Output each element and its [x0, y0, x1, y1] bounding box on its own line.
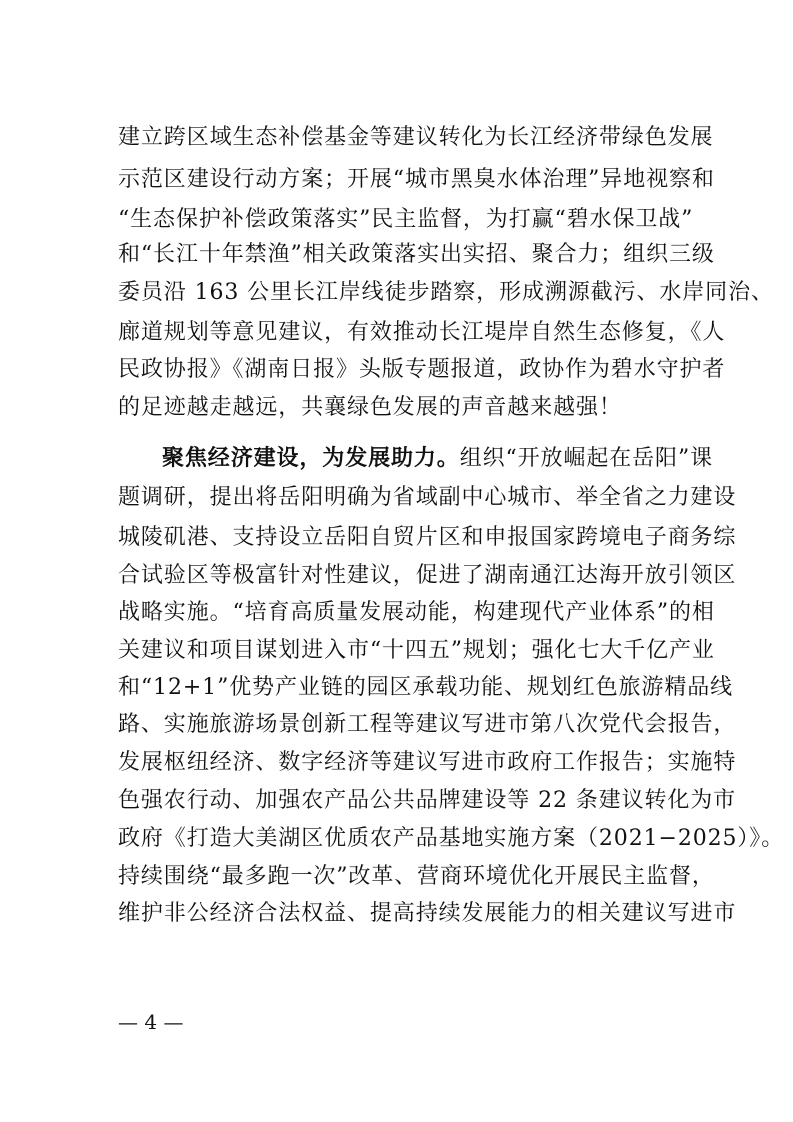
- section-line: 战略实施。“培育高质量发展动能，构建现代产业体系”的相: [118, 600, 715, 625]
- section-line: 持续围绕“最多跑一次”改革、营商环境优化开展民主监督，: [118, 864, 715, 889]
- paragraph-line: 民政协报》《湖南日报》头版专题报道，政协作为碧水守护者: [118, 357, 726, 382]
- paragraph-line: 委员沿 163 公里长江岸线徒步踏察，形成溯源截污、水岸同治、: [118, 280, 774, 305]
- paragraph-line: 建立跨区域生态补偿基金等建议转化为长江经济带绿色发展: [118, 125, 714, 150]
- paragraph-line: 廊道规划等意见建议，有效推动长江堤岸自然生态修复，《人: [118, 320, 726, 345]
- section-line: 政府《打造大美湖区优质农产品基地实施方案（2021−2025）》。: [118, 826, 785, 851]
- section-line: 发展枢纽经济、数字经济等建议写进市政府工作报告；实施特: [118, 750, 737, 775]
- page-number: — 4 —: [118, 1010, 184, 1034]
- section-line: 题调研，提出将岳阳明确为省域副中心城市、举全省之力建设: [118, 485, 737, 510]
- paragraph-line: 的足迹越走越远，共襄绿色发展的声音越来越强！: [118, 395, 622, 420]
- section-line: 色强农行动、加强农产品公共品牌建设等 22 条建议转化为市: [118, 788, 737, 813]
- section-line: 维护非公经济合法权益、提高持续发展能力的相关建议写进市: [118, 901, 737, 926]
- paragraph-line: 和“长江十年禁渔”相关政策落实出实招、聚合力；组织三级: [118, 242, 715, 267]
- section-heading: 聚焦经济建设，为发展助力。: [162, 445, 460, 471]
- paragraph-line: 示范区建设行动方案；开展“城市黑臭水体治理”异地视察和: [118, 167, 715, 192]
- section-line: 城陵矶港、支持设立岳阳自贸片区和申报国家跨境电子商务综: [118, 525, 737, 550]
- section-line: 和“12+1”优势产业链的园区承载功能、规划红色旅游精品线: [118, 675, 734, 700]
- section-line: 关建议和项目谋划进入市“十四五”规划；强化七大千亿产业: [118, 638, 715, 663]
- section-line: 合试验区等极富针对性建议，促进了湖南通江达海开放引领区: [118, 563, 737, 588]
- paragraph-line: “生态保护补偿政策落实”民主监督，为打赢“碧水保卫战”: [118, 207, 694, 232]
- section-first-line: [162, 443, 713, 474]
- section-first-line-text: 组织“开放崛起在岳阳”课: [459, 446, 713, 471]
- section-line: 路、实施旅游场景创新工程等建议写进市第八次党代会报告，: [118, 712, 737, 737]
